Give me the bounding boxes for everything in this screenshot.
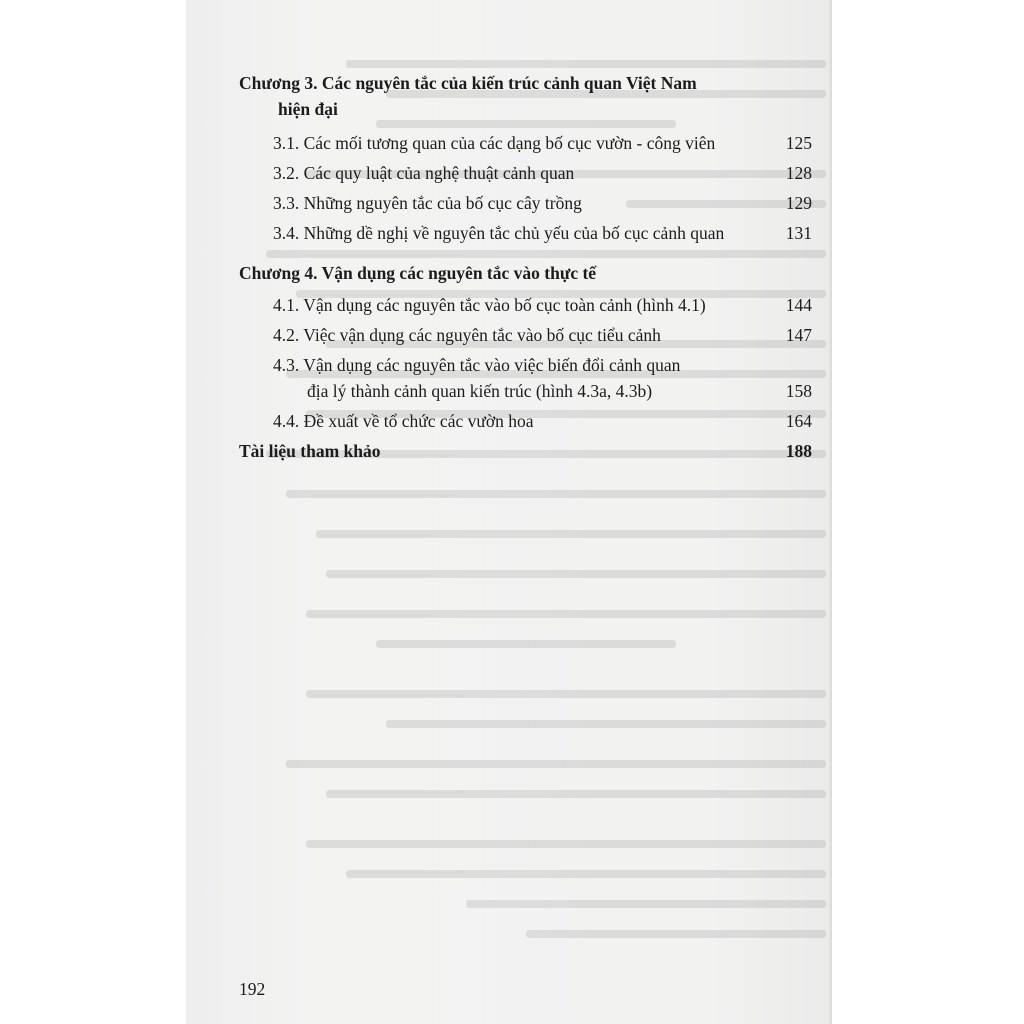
toc-page-3-3: 129 xyxy=(785,193,812,213)
toc-page-3-1: 125 xyxy=(785,133,812,153)
toc-page-4-1: 144 xyxy=(785,295,812,315)
page-number: 192 xyxy=(239,979,266,999)
references-heading: Tài liệu tham khảo xyxy=(239,441,381,461)
chapter-4-heading: Chương 4. Vận dụng các nguyên tắc vào thực tế xyxy=(239,263,597,283)
toc-page-4-3: 158 xyxy=(785,381,812,401)
toc-entry-4-4: 4.4. Đề xuất về tổ chức các vườn hoa xyxy=(273,411,534,431)
toc-entry-4-3: 4.3. Vận dụng các nguyên tắc vào việc biến đổi cảnh quan xyxy=(273,355,681,375)
toc-page-3-4: 131 xyxy=(785,223,812,243)
chapter-3-heading-cont: hiện đại xyxy=(278,99,338,119)
references-page: 188 xyxy=(785,441,812,461)
toc-entry-4-3-cont: địa lý thành cảnh quan kiến trúc (hình 4.3a, 4.3b) xyxy=(307,381,653,401)
toc-page-4-2: 147 xyxy=(785,325,812,345)
toc-entry-3-3: 3.3. Những nguyên tắc của bố cục cây trồng xyxy=(273,193,582,213)
page-edge-shadow xyxy=(828,0,832,1024)
toc-entry-4-2: 4.2. Việc vận dụng các nguyên tắc vào bố cục tiểu cảnh xyxy=(273,325,661,345)
document-page xyxy=(186,0,832,1024)
toc-entry-3-4: 3.4. Những dề nghị về nguyên tắc chủ yếu của bố cục cảnh quan xyxy=(273,223,725,243)
toc-entry-4-1: 4.1. Vận dụng các nguyên tắc vào bố cục toàn cảnh (hình 4.1) xyxy=(273,295,706,315)
chapter-3-heading: Chương 3. Các nguyên tắc của kiến trúc cảnh quan Việt Nam xyxy=(239,73,697,93)
toc-entry-3-1: 3.1. Các mối tương quan của các dạng bố cục vườn - công viên xyxy=(273,133,716,153)
toc-entry-3-2: 3.2. Các quy luật của nghệ thuật cảnh quan xyxy=(273,163,575,183)
table-of-contents xyxy=(186,0,832,1024)
toc-page-4-4: 164 xyxy=(785,411,812,431)
toc-page-3-2: 128 xyxy=(785,163,812,183)
